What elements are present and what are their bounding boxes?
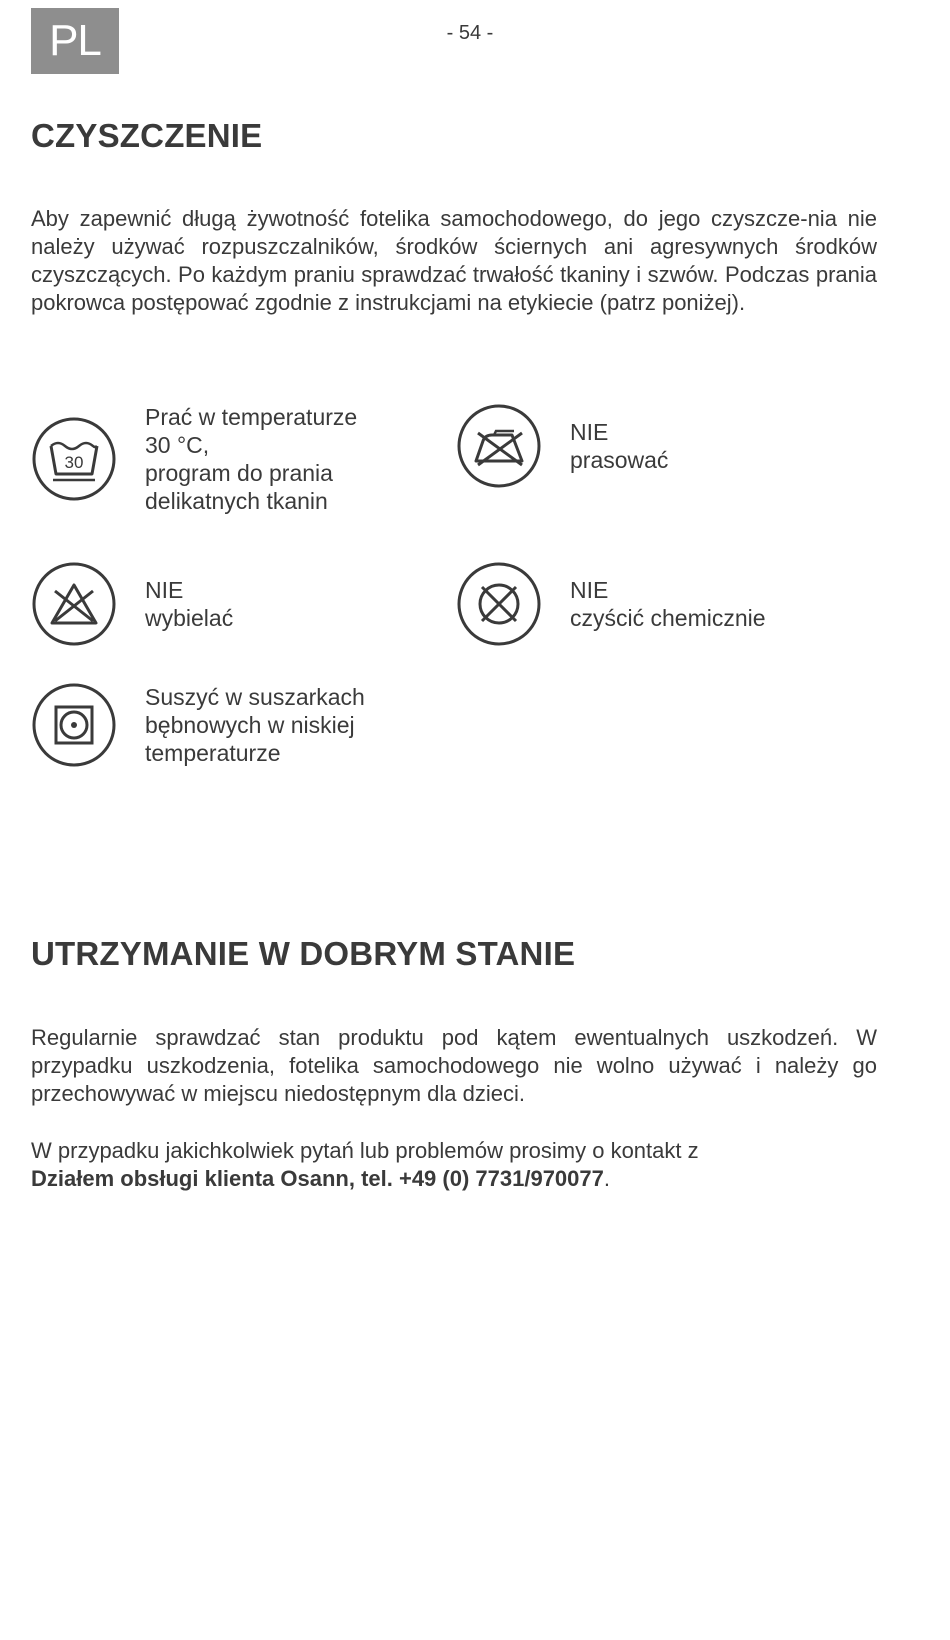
contact-paragraph (31, 1137, 877, 1193)
care-line: wybielać (145, 605, 234, 631)
care-text-dry-clean (570, 576, 766, 632)
care-line: NIE (570, 419, 609, 445)
do-not-dry-clean-icon (456, 561, 542, 647)
maintenance-title: UTRZYMANIE W DOBRYM STANIE (31, 935, 576, 972)
care-text-bleach (145, 576, 233, 632)
contact-intro: W przypadku jakichkolwiek pytań lub problemów prosimy o kontakt z (31, 1138, 699, 1163)
page-number: - 54 - (446, 22, 494, 44)
care-text-tumble-dry (145, 683, 365, 767)
care-item-iron (456, 403, 668, 489)
care-line: czyścić chemicznie (570, 605, 766, 631)
care-line: NIE (570, 577, 609, 603)
care-line: NIE (145, 577, 184, 603)
wash-temperature-label: 30 (64, 453, 84, 472)
care-line: Prać w temperaturze (145, 404, 358, 430)
care-line: delikatnych tkanin (145, 488, 328, 514)
do-not-iron-icon (456, 403, 542, 489)
care-line: prasować (570, 447, 669, 473)
care-item-dry-clean (456, 561, 766, 647)
care-item-tumble-dry (31, 682, 365, 768)
wash-30-delicate-icon (31, 416, 117, 502)
care-item-wash (31, 403, 357, 515)
care-line: program do prania (145, 460, 333, 486)
care-item-bleach (31, 561, 233, 647)
care-text-iron (570, 418, 668, 474)
do-not-bleach-icon (31, 561, 117, 647)
cleaning-title: CZYSZCZENIE (31, 117, 263, 154)
care-line: temperaturze (145, 740, 281, 766)
care-text-wash (145, 403, 357, 515)
language-badge: PL (31, 8, 119, 74)
care-line: 30 °C, (145, 432, 210, 458)
care-line: bębnowych w niskiej (145, 712, 355, 738)
customer-service-contact: Działem obsługi klienta Osann, tel. +49 (0) 7731/970077 (31, 1166, 604, 1191)
contact-end: . (603, 1166, 610, 1191)
cleaning-body: Aby zapewnić długą żywotność fotelika samochodowego, do jego czyszcze-nia nie należy używać rozpuszczalników, środków ściernych ani agresywnych środków czyszczących. Po każdym praniu sprawdzać trwałość tkaniny i szwów. Podczas prania pokrowca postępować zgodnie z instrukcjami na etykiecie (patrz poniżej). (31, 206, 877, 315)
maintenance-body: Regularnie sprawdzać stan produktu pod kątem ewentualnych uszkodzeń. W przypadku uszkodzenia, fotelika samochodowego nie wolno używać i należy go przechowywać w miejscu niedostępnym dla dzieci. (31, 1025, 877, 1106)
tumble-dry-low-icon (31, 682, 117, 768)
care-line: Suszyć w suszarkach (145, 684, 365, 710)
